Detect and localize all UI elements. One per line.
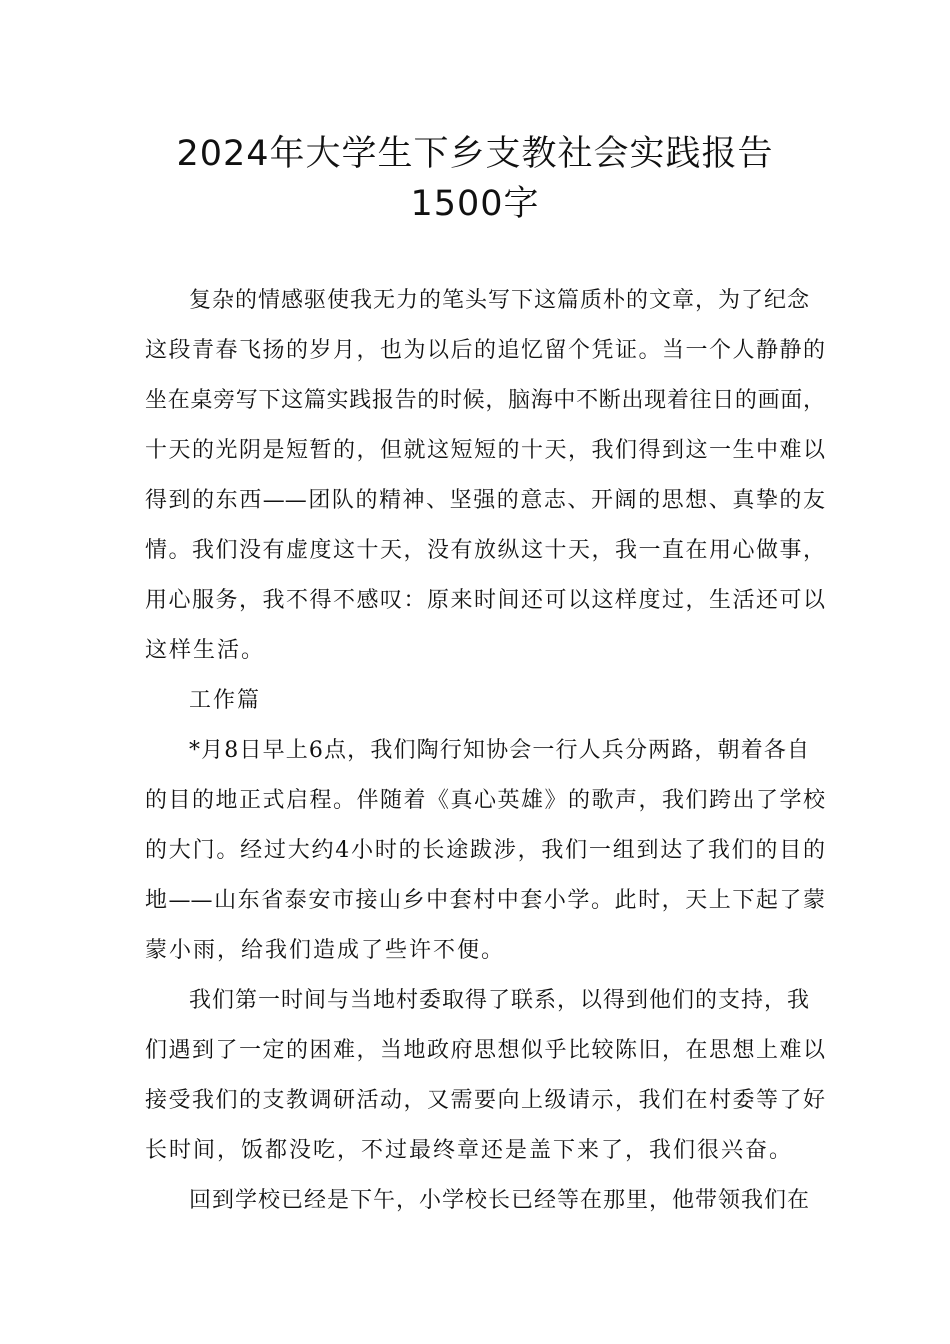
paragraph-line: 情。我们没有虚度这十天，没有放纵这十天，我一直在用心做事， bbox=[145, 538, 825, 563]
paragraph-line: 的大门。经过大约4小时的长途跋涉，我们一组到达了我们的目的 bbox=[145, 838, 825, 863]
paragraph-line: 用心服务，我不得不感叹：原来时间还可以这样度过，生活还可以 bbox=[145, 588, 825, 613]
paragraph-line: 的目的地正式启程。伴随着《真心英雄》的歌声，我们跨出了学校 bbox=[145, 788, 825, 813]
paragraph-line: 长时间，饭都没吃，不过最终章还是盖下来了，我们很兴奋。 bbox=[145, 1138, 794, 1163]
paragraph-line: 复杂的情感驱使我无力的笔头写下这篇质朴的文章，为了纪念 bbox=[189, 288, 809, 313]
paragraph-line: 地——山东省泰安市接山乡中套村中套小学。此时，天上下起了蒙 bbox=[145, 888, 825, 913]
paragraph-line: 接受我们的支教调研活动，又需要向上级请示，我们在村委等了好 bbox=[145, 1088, 825, 1113]
paragraph-line: 得到的东西——团队的精神、坚强的意志、开阔的思想、真挚的友 bbox=[145, 488, 825, 513]
section-heading: 工作篇 bbox=[189, 688, 262, 713]
paragraph-line: 蒙小雨，给我们造成了些许不便。 bbox=[145, 938, 506, 963]
paragraph-line: 坐在桌旁写下这篇实践报告的时候，脑海中不断出现着往日的画面， bbox=[145, 388, 825, 413]
paragraph-line: 这段青春飞扬的岁月，也为以后的追忆留个凭证。当一个人静静的 bbox=[145, 338, 825, 363]
paragraph-line: 我们第一时间与当地村委取得了联系，以得到他们的支持，我 bbox=[189, 988, 809, 1013]
paragraph-line: 们遇到了一定的困难，当地政府思想似乎比较陈旧，在思想上难以 bbox=[145, 1038, 825, 1063]
paragraph-line: 十天的光阴是短暂的，但就这短短的十天，我们得到这一生中难以 bbox=[145, 438, 825, 463]
document-title-line-2: 1500字 bbox=[410, 184, 540, 224]
paragraph-line: 这样生活。 bbox=[145, 638, 266, 663]
paragraph-line: 回到学校已经是下午，小学校长已经等在那里，他带领我们在 bbox=[189, 1188, 809, 1213]
document-title-line-1: 2024年大学生下乡支教社会实践报告 bbox=[176, 134, 774, 174]
paragraph-line: *月8日早上6点，我们陶行知协会一行人兵分两路，朝着各自 bbox=[189, 738, 809, 763]
